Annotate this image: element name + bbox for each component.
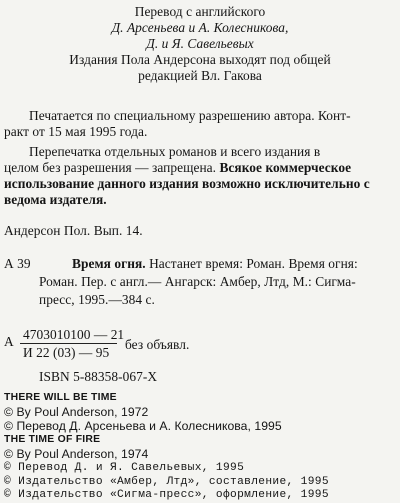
- catalog-line-1: [72, 256, 358, 272]
- catalog-line-3: пресс, 1995.—384 с.: [39, 292, 155, 307]
- editor-note-line-1: Издания Пола Андерсона выходят под общей: [69, 52, 331, 67]
- fraction-divider: [20, 343, 117, 344]
- catalog-code: А 39: [4, 256, 31, 271]
- fraction-note: без объявл.: [125, 337, 190, 352]
- series-line: Андерсон Пол. Вып. 14.: [4, 223, 143, 238]
- rights-line-1: Печатается по специальному разрешению автора. Конт-: [29, 108, 351, 123]
- copyright-line-4: © Перевод Д. и Я. Савельевых, 1995: [4, 462, 245, 474]
- translator-names-line-2: Д. и Я. Савельевых: [146, 36, 254, 51]
- rights-line-2: ракт от 15 мая 1995 года.: [4, 124, 148, 139]
- copyright-line-6: © Издательство «Сигма-пресс», оформление, 1995: [4, 489, 329, 501]
- rights-line-3: Перепечатка отдельных романов и всего издания в: [29, 144, 321, 159]
- copyright-line-2: © Перевод Д. Арсеньева и А. Колесникова, 1995: [4, 419, 282, 433]
- rights-line-5: использование данного издания возможно исключительно с: [4, 176, 370, 191]
- isbn: ISBN 5-88358-067-X: [39, 369, 158, 384]
- translation-from-english: Перевод с английского: [134, 4, 266, 19]
- fraction-top: 4703010100 — 21: [23, 327, 125, 342]
- translator-names-line-1: Д. Арсеньева и А. Колесникова,: [111, 20, 289, 35]
- rights-line-4-bold: Всякое коммерческое: [219, 160, 352, 175]
- rights-line-4: [4, 160, 351, 176]
- copyright-line-1: © By Poul Anderson, 1972: [4, 405, 149, 419]
- copyright-line-3: © By Poul Anderson, 1974: [4, 447, 149, 461]
- fraction-bottom: И 22 (03) — 95: [23, 345, 110, 360]
- copyright-line-5: © Издательство «Амбер, Лтд», составление, 1995: [4, 476, 329, 488]
- fraction-letter: А: [4, 334, 14, 349]
- rights-line-4-normal: целом без разрешения — запрещена.: [4, 160, 220, 175]
- editor-note-line-2: редакцией Вл. Гакова: [138, 68, 262, 83]
- rights-line-6: ведома издателя.: [4, 192, 107, 207]
- catalog-title-bold: Время огня.: [72, 256, 146, 271]
- catalog-title-rest: Настанет время: Роман. Время огня:: [145, 256, 358, 271]
- catalog-line-2: Роман. Пер. с англ.— Ангарск: Амбер, Лтд, М.: Сигма-: [39, 274, 356, 289]
- copyright-title-2: THE TIME OF FIRE: [4, 434, 101, 445]
- copyright-title-1: THERE WILL BE TIME: [4, 392, 117, 403]
